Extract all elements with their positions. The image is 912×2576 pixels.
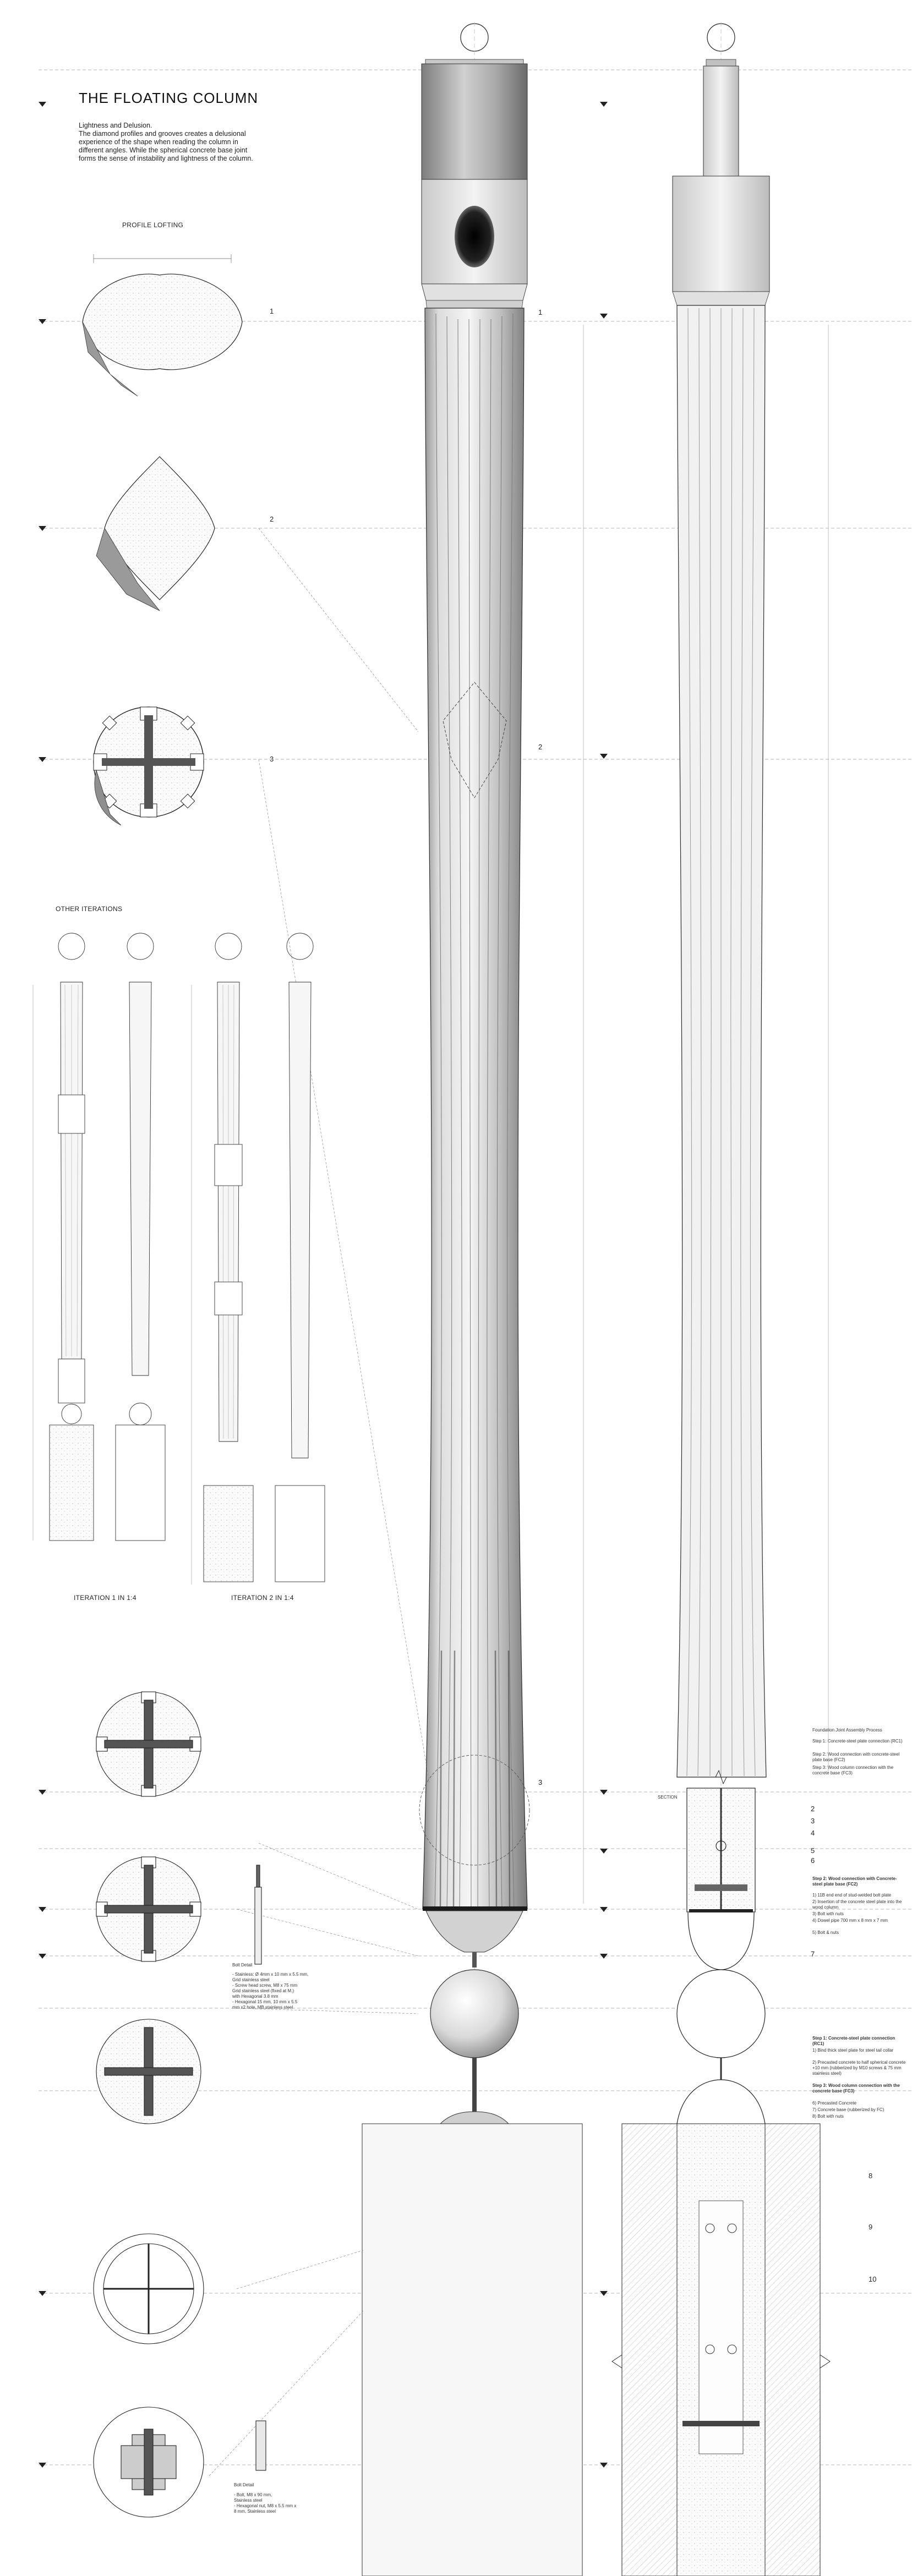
elevation-mark-3: 3 bbox=[538, 1778, 543, 1786]
profile-section-1 bbox=[83, 254, 242, 396]
bolt-detail-2-line: - Bolt, M8 x 90 mm, bbox=[234, 2492, 272, 2497]
assembly-block-c-line: 8) Bolt with nuts bbox=[812, 2114, 844, 2119]
callout: 4 bbox=[811, 1829, 815, 1837]
section-label-right: SECTION bbox=[658, 1795, 678, 1800]
assembly-block-a-line: 4) Dowel pipe 700 mm x 8 mm x 7 mm bbox=[812, 1918, 888, 1923]
profile-section-3 bbox=[94, 707, 204, 825]
profile-section-2 bbox=[96, 457, 215, 611]
bolt-detail-2-line: - Hexagonal nut, M8 x 5.5 mm x bbox=[234, 2503, 297, 2508]
bolt-detail-1-line: - Hexagonal 15 mm, 10 mm x 5.5 bbox=[232, 1999, 298, 2004]
bolt-detail-1-line: Grid stainless steel bbox=[232, 1977, 270, 1982]
bolt-detail-1-line: with Hexagonal 3.8 mm bbox=[232, 1994, 278, 1999]
callout: 5 bbox=[811, 1846, 815, 1855]
callout: 3 bbox=[811, 1817, 815, 1825]
bolt-detail-1-line: Grid stainless steel (fixed at M.) bbox=[232, 1988, 294, 1993]
bolt-detail-1-title: Bolt Detail bbox=[232, 1963, 253, 1967]
page-title: THE FLOATING COLUMN bbox=[79, 90, 259, 106]
profile-lofting-heading: PROFILE LOFTING bbox=[122, 221, 184, 229]
callout: 9 bbox=[869, 2223, 873, 2231]
assembly-block-c-line: 7) Concrete base (rubberized by FC) bbox=[812, 2107, 884, 2112]
lower-section-details bbox=[94, 1692, 266, 2517]
assembly-block-a-line: 5) Bolt & nuts bbox=[812, 1930, 839, 1935]
bolt-detail-1-line: mm x2 hole, MB stainless steel bbox=[232, 2005, 293, 2010]
callout: 10 bbox=[869, 2275, 877, 2283]
assembly-step: Step 1: Concrete-steel plate connection (RC1) bbox=[812, 1739, 903, 1744]
bolt-detail-2-title: Bolt Detail bbox=[234, 2482, 254, 2487]
assembly-block-b-title: Step 1: Concrete-steel plate connection (RC1) bbox=[812, 2036, 895, 2046]
assembly-block-c-title: Step 3: Wood column connection with the concrete base (FC3) bbox=[812, 2083, 900, 2093]
callout: 7 bbox=[811, 1950, 815, 1958]
bolt-detail-2-line: Stainless steel bbox=[234, 2498, 263, 2503]
assembly-block-b-line: 2) Precasted concrete to half spherical concrete +10 mm (rubberized by M10 screws & 75 mm stainless steel) bbox=[812, 2060, 906, 2076]
bolt-detail-1-line: - Stainless: Ø 4mm x 10 mm x 5.5 mm, bbox=[232, 1972, 309, 1977]
assembly-block-a-line: 2) Insertion of the concrete steel plate into the wood column bbox=[812, 1899, 902, 1910]
callout: 8 bbox=[869, 2172, 873, 2180]
bolt-detail-2-line: 8 mm, Stainless steel bbox=[234, 2509, 276, 2514]
assembly-block-c-line: 6) Precasted Concrete bbox=[812, 2101, 857, 2106]
assembly-block-a-line: 1) 11B end end of stud-welded bolt plate bbox=[812, 1893, 892, 1898]
assembly-block-b-line: 1) Bind thick steel plate for steel tail collar bbox=[812, 2048, 894, 2053]
intro-line-1: Lightness and Delusion. bbox=[79, 122, 152, 129]
other-iterations-heading: OTHER ITERATIONS bbox=[56, 905, 123, 913]
intro-line-4: different angles. While the spherical concrete base joint bbox=[79, 146, 248, 154]
iteration-drawings bbox=[50, 933, 325, 1582]
elevation-mark-1: 1 bbox=[538, 308, 543, 316]
section-mark-3: 3 bbox=[270, 755, 274, 763]
callout: 2 bbox=[811, 1805, 815, 1813]
callout: 6 bbox=[811, 1856, 815, 1865]
elevation-mark-2: 2 bbox=[538, 743, 543, 751]
section-mark-1: 1 bbox=[270, 307, 274, 315]
right-column-elevation bbox=[612, 59, 830, 2576]
assembly-notes-title: Foundation Joint Assembly Process bbox=[812, 1728, 882, 1733]
assembly-block-a-line: 3) Bolt with nuts bbox=[812, 1911, 844, 1916]
intro-line-3: experience of the shape when reading the column in bbox=[79, 138, 238, 146]
intro-line-2: The diamond profiles and grooves creates a delusional bbox=[79, 130, 246, 138]
assembly-step: Step 3: Wood column connection with the concrete base (FC3) bbox=[812, 1765, 894, 1775]
assembly-step: Step 2: Wood connection with concrete-steel plate base (FC2) bbox=[812, 1752, 900, 1762]
main-column-elevation bbox=[362, 59, 582, 2576]
iteration-2-caption: ITERATION 2 IN 1:4 bbox=[231, 1594, 294, 1602]
iteration-1-caption: ITERATION 1 IN 1:4 bbox=[74, 1594, 136, 1602]
intro-line-5: forms the sense of instability and lightness of the column. bbox=[79, 155, 253, 162]
assembly-block-a-title: Step 2: Wood connection with Concrete-steel plate base (FC2) bbox=[812, 1876, 897, 1887]
bolt-detail-1-line: - Screw head screw, M8 x 75 mm bbox=[232, 1983, 298, 1988]
section-mark-2: 2 bbox=[270, 515, 274, 523]
